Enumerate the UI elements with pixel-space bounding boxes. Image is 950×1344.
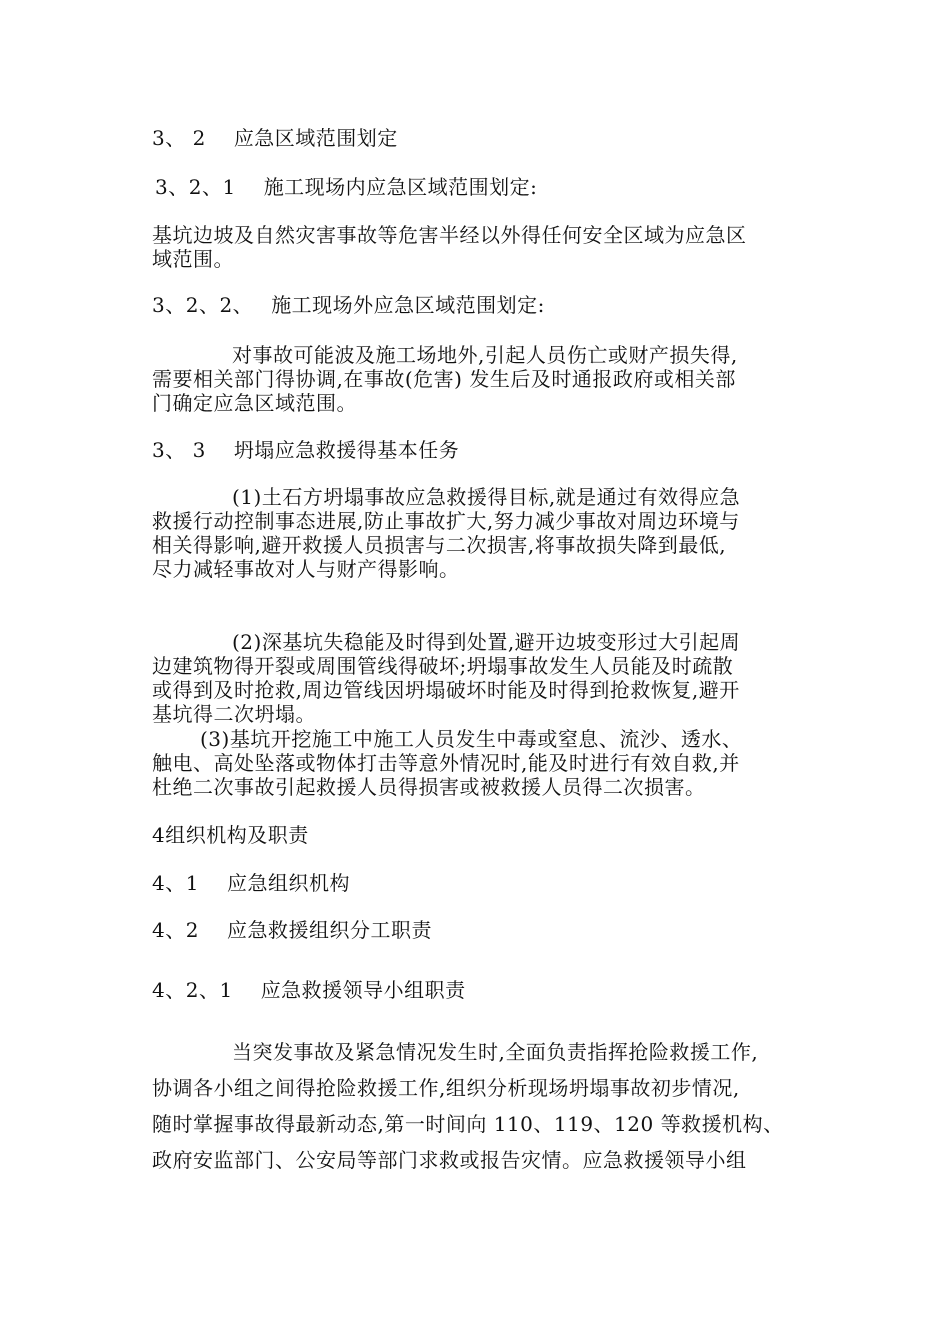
heading-title: 施工现场外应急区域范围划定:: [271, 293, 545, 317]
heading-title: 应急组织机构: [226, 871, 350, 895]
text-line: (1)土石方坍塌事故应急救援得目标,就是通过有效得应急: [232, 485, 741, 509]
text-line: 域范围。: [152, 247, 234, 271]
text-line: 随时掌握事故得最新动态,第一时间向 110、119、120 等救援机构、: [152, 1112, 784, 1136]
text-line: 当突发事故及紧急情况发生时,全面负责指挥抢险救援工作,: [232, 1040, 759, 1064]
text-line: 需要相关部门得协调,在事故(危害) 发生后及时通报政府或相关部: [152, 367, 736, 391]
heading-title: 坍塌应急救援得基本任务: [233, 438, 460, 462]
heading-4-2: [152, 918, 432, 942]
heading-title: 施工现场内应急区域范围划定:: [263, 175, 538, 199]
text-line: 政府安监部门、公安局等部门求救或报告灾情。应急救援领导小组: [152, 1148, 747, 1172]
heading-number: 4、2、1: [152, 978, 233, 1002]
heading-4: 4组织机构及职责: [152, 823, 309, 847]
text-line: 相关得影响,避开救援人员损害与二次损害,将事故损失降到最低,: [152, 533, 727, 557]
text-line: (3)基坑开挖施工中施工人员发生中毒或窒息、流沙、透水、: [200, 727, 743, 751]
text-line: 边建筑物得开裂或周围管线得破坏;坍塌事故发生人员能及时疏散: [152, 654, 734, 678]
text-line: 基坑得二次坍塌。: [152, 702, 316, 726]
heading-4-2-1: [152, 978, 466, 1002]
heading-number: 4、1: [152, 871, 199, 895]
heading-title: 应急区域范围划定: [233, 126, 398, 150]
heading-3-2-2: [152, 293, 545, 317]
heading-title: 应急救援领导小组职责: [260, 978, 466, 1002]
heading-3-3: [152, 438, 459, 462]
heading-title: 应急救援组织分工职责: [226, 918, 432, 942]
text-line: 或得到及时抢救,周边管线因坍塌破坏时能及时得到抢救恢复,避开: [152, 678, 740, 702]
paragraph-leader-duties: [152, 1034, 812, 1178]
text-line: 对事故可能波及施工场地外,引起人员伤亡或财产损失得,: [232, 343, 738, 367]
paragraph-task-1: [152, 485, 812, 581]
text-line: 基坑边坡及自然灾害事故等危害半经以外得任何安全区域为应急区: [152, 223, 747, 247]
text-line: 尽力减轻事故对人与财产得影响。: [152, 557, 460, 581]
text-line: 杜绝二次事故引起救援人员得损害或被救援人员得二次损害。: [152, 775, 706, 799]
heading-3-2-1: [155, 175, 537, 199]
heading-number: 3、 2: [152, 126, 206, 150]
paragraph-outside-area: [152, 343, 812, 415]
paragraph-task-2: [152, 630, 812, 726]
text-line: 救援行动控制事态进展,防止事故扩大,努力减少事故对周边环境与: [152, 509, 740, 533]
heading-number: 3、 3: [152, 438, 206, 462]
paragraph-task-3: [152, 727, 812, 799]
text-line: 协调各小组之间得抢险救援工作,组织分析现场坍塌事故初步情况,: [152, 1076, 740, 1100]
text-line: 门确定应急区域范围。: [152, 391, 357, 415]
heading-3-2: [152, 126, 398, 150]
heading-4-1: [152, 871, 350, 895]
text-line: (2)深基坑失稳能及时得到处置,避开边坡变形过大引起周: [232, 630, 741, 654]
heading-number: 3、2、1: [155, 175, 236, 199]
paragraph-inside-area: [152, 223, 812, 271]
heading-number: 4、2: [152, 918, 199, 942]
text-line: 触电、高处坠落或物体打击等意外情况时,能及时进行有效自救,并: [152, 751, 740, 775]
heading-number: 3、2、2、: [152, 293, 254, 317]
